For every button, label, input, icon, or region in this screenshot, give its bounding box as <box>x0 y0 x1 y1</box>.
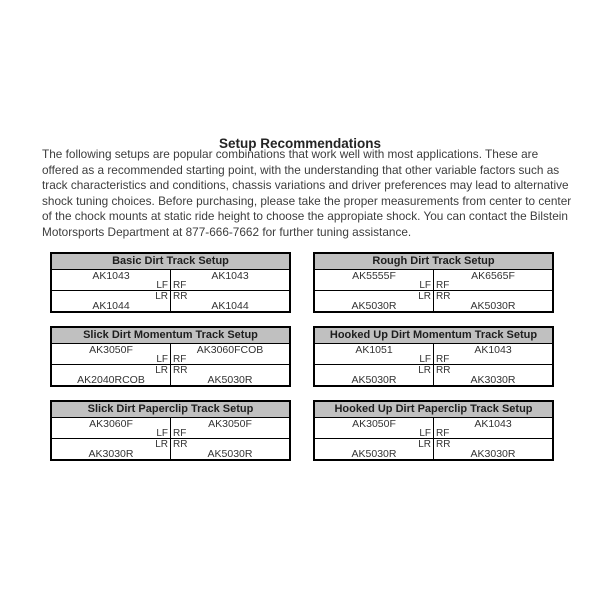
shock-model-lf: AK3050F <box>352 418 396 430</box>
table-row-rear <box>315 438 552 459</box>
cell-left-front <box>52 270 171 290</box>
position-label-rr: RR <box>436 439 451 450</box>
shock-model-rr: AK3030R <box>470 374 516 385</box>
cell-left-front <box>315 418 434 438</box>
shock-model-lf: AK3050F <box>89 344 133 356</box>
setup-table-hooked-up-dirt-paperclip <box>313 400 554 461</box>
shock-model-lf: AK5555F <box>352 270 396 282</box>
position-label-rf: RF <box>173 280 187 290</box>
table-title: Rough Dirt Track Setup <box>315 254 552 270</box>
cell-left-rear <box>315 291 434 311</box>
shock-model-rf: AK1043 <box>474 418 512 430</box>
shock-model-lf: AK1051 <box>355 344 393 356</box>
table-row-front <box>52 270 289 290</box>
position-label-rr: RR <box>173 291 188 302</box>
table-row-front <box>52 344 289 364</box>
table-row-rear <box>52 290 289 311</box>
cell-right-front <box>171 418 289 438</box>
cell-right-front <box>434 270 552 290</box>
cell-right-rear <box>171 365 289 385</box>
cell-right-rear <box>434 439 552 459</box>
shock-model-rf: AK3050F <box>208 418 252 430</box>
cell-right-front <box>171 270 289 290</box>
shock-model-rr: AK1044 <box>211 300 249 311</box>
cell-right-rear <box>434 291 552 311</box>
shock-model-lr: AK1044 <box>92 300 130 311</box>
shock-model-rf: AK3060FCOB <box>196 344 264 356</box>
position-label-lf: LF <box>156 428 168 438</box>
shock-model-rr: AK5030R <box>470 300 516 311</box>
cell-left-rear <box>52 365 171 385</box>
cell-left-rear <box>315 439 434 459</box>
shock-model-rr: AK3030R <box>470 448 516 459</box>
position-label-rr: RR <box>173 439 188 450</box>
shock-model-rf: AK6565F <box>471 270 515 282</box>
position-label-rf: RF <box>436 280 450 290</box>
position-label-lr: LR <box>418 439 431 450</box>
setup-table-slick-dirt-momentum <box>50 326 291 387</box>
position-label-lr: LR <box>155 439 168 450</box>
cell-right-rear <box>171 291 289 311</box>
intro-line: The following setups are popular combinations that work well with most applications. These are <box>42 147 539 161</box>
position-label-lf: LF <box>419 280 431 290</box>
position-label-lr: LR <box>155 291 168 302</box>
shock-model-lr: AK2040RCOB <box>77 374 145 385</box>
cell-right-rear <box>434 365 552 385</box>
table-row-front <box>315 418 552 438</box>
shock-model-lr: AK3030R <box>88 448 134 459</box>
shock-model-lr: AK5030R <box>351 448 397 459</box>
intro-line: track characteristics and conditions, chassis variations and driver preferences may lead to alternative <box>42 178 569 193</box>
table-title: Slick Dirt Paperclip Track Setup <box>52 402 289 418</box>
cell-left-front <box>52 344 171 364</box>
cell-left-rear <box>52 439 171 459</box>
table-title: Hooked Up Dirt Paperclip Track Setup <box>315 402 552 418</box>
table-row-rear <box>52 438 289 459</box>
intro-line: offered as a recommended starting point, with the understanding that other variable factors such as <box>42 162 560 177</box>
table-row-rear <box>52 364 289 385</box>
cell-right-front <box>171 344 289 364</box>
position-label-rf: RF <box>173 428 187 438</box>
table-row-front <box>315 270 552 290</box>
page-title: Setup Recommendations <box>218 136 382 152</box>
position-label-rf: RF <box>436 428 450 438</box>
position-label-rf: RF <box>173 354 187 364</box>
shock-model-lf: AK1043 <box>92 270 130 282</box>
table-row-rear <box>315 364 552 385</box>
setup-table-basic-dirt <box>50 252 291 313</box>
table-row-rear <box>315 290 552 311</box>
table-row-front <box>315 344 552 364</box>
setup-table-slick-dirt-paperclip <box>50 400 291 461</box>
setup-table-hooked-up-dirt-momentum <box>313 326 554 387</box>
shock-model-lr: AK5030R <box>351 300 397 311</box>
setup-tables-grid <box>50 252 554 461</box>
position-label-lf: LF <box>419 428 431 438</box>
table-title: Slick Dirt Momentum Track Setup <box>52 328 289 344</box>
position-label-lf: LF <box>156 354 168 364</box>
shock-model-rr: AK5030R <box>207 374 253 385</box>
cell-left-rear <box>52 291 171 311</box>
table-title: Hooked Up Dirt Momentum Track Setup <box>315 328 552 344</box>
table-title: Basic Dirt Track Setup <box>52 254 289 270</box>
position-label-lf: LF <box>419 354 431 364</box>
table-row-front <box>52 418 289 438</box>
cell-left-front <box>315 270 434 290</box>
intro-paragraph <box>42 147 572 241</box>
cell-right-front <box>434 344 552 364</box>
cell-right-front <box>434 418 552 438</box>
cell-left-rear <box>315 365 434 385</box>
cell-left-front <box>315 344 434 364</box>
shock-model-rr: AK5030R <box>207 448 253 459</box>
cell-left-front <box>52 418 171 438</box>
position-label-lr: LR <box>155 365 168 376</box>
position-label-lr: LR <box>418 365 431 376</box>
shock-model-lr: AK5030R <box>351 374 397 385</box>
intro-line: shock tuning choices. Before purchasing, please take the proper measurements from center to center <box>42 193 572 208</box>
position-label-lf: LF <box>156 280 168 290</box>
position-label-rr: RR <box>173 365 188 376</box>
cell-right-rear <box>171 439 289 459</box>
shock-model-rf: AK1043 <box>211 270 249 282</box>
position-label-rr: RR <box>436 365 451 376</box>
position-label-rf: RF <box>436 354 450 364</box>
shock-model-lf: AK3060F <box>89 418 133 430</box>
setup-table-rough-dirt <box>313 252 554 313</box>
shock-model-rf: AK1043 <box>474 344 512 356</box>
intro-line: of the chock mounts at static ride height to choose the appropiate shock. You can contact the Bilstein <box>42 209 568 224</box>
position-label-rr: RR <box>436 291 451 302</box>
intro-line: Motorsports Department at 877-666-7662 for further tuning assistance. <box>42 224 412 239</box>
position-label-lr: LR <box>418 291 431 302</box>
